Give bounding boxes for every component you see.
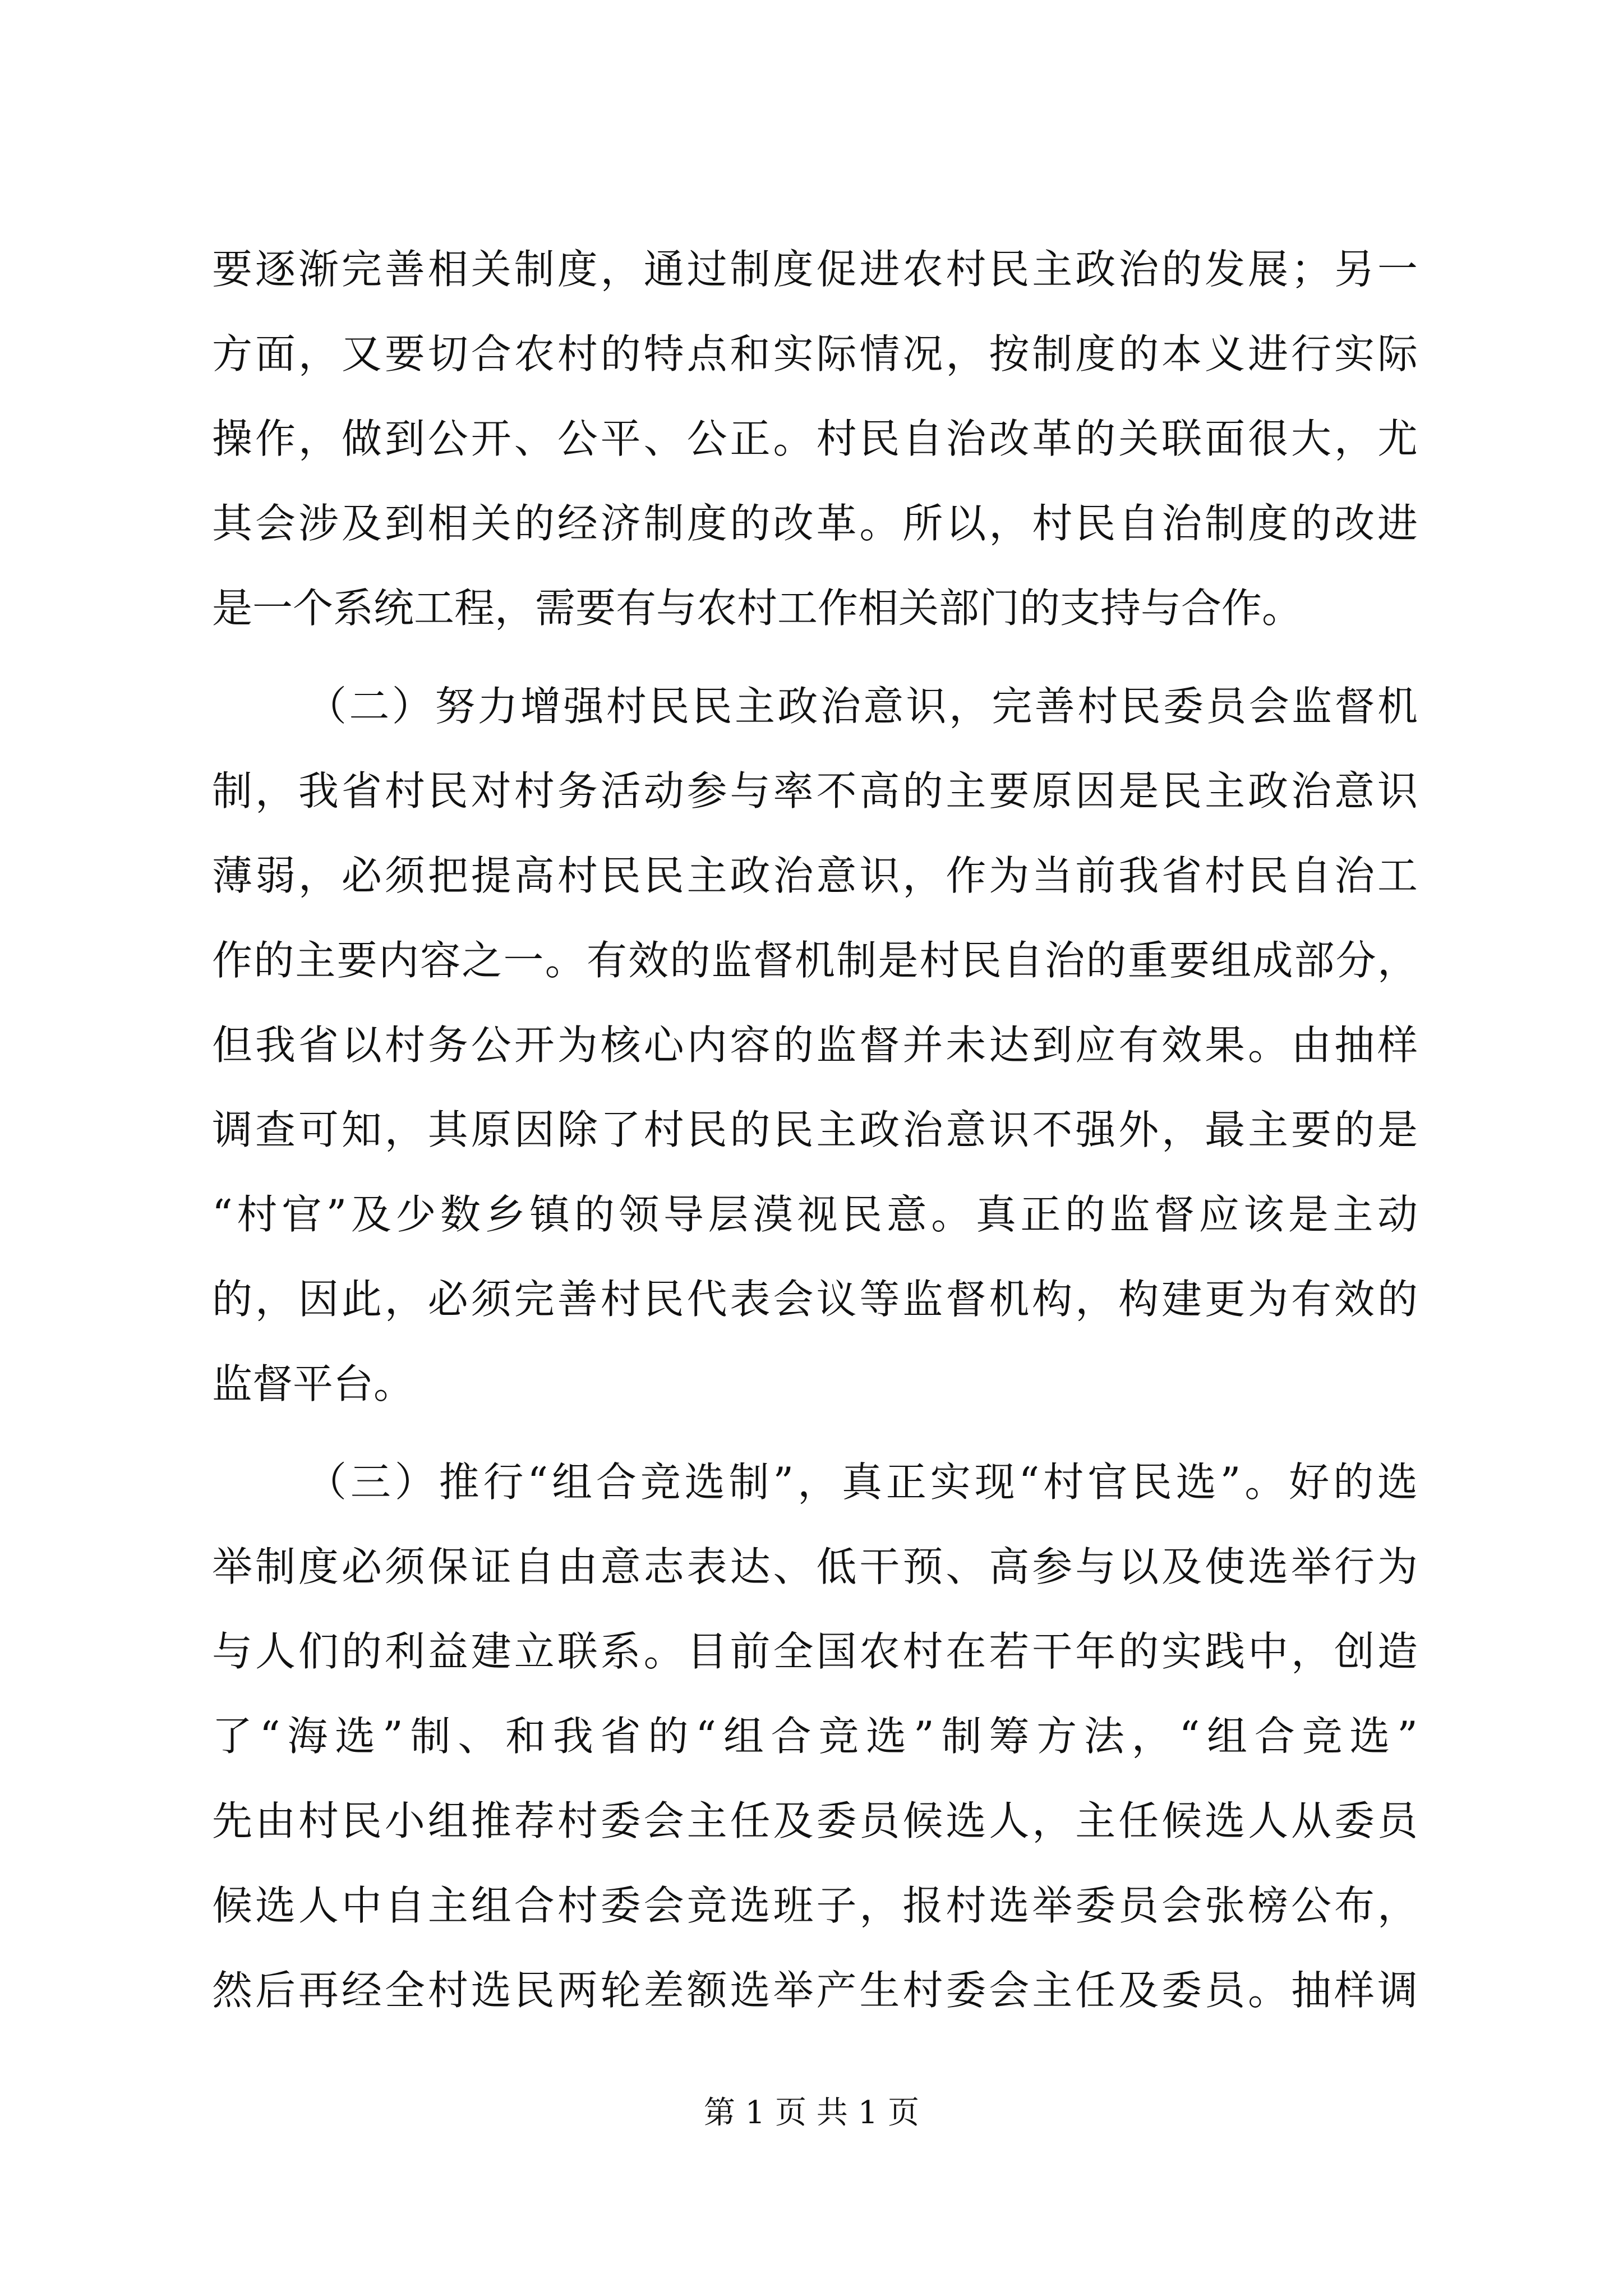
text-line: 制，我省村民对村务活动参与率不高的主要原因是民主政治意识 bbox=[212, 767, 1418, 815]
text-line: 举制度必须保证自由意志表达、低干预、高参与以及使选举行为 bbox=[212, 1543, 1418, 1590]
text-line: 但我省以村务公开为核心内容的监督并未达到应有效果。由抽样 bbox=[212, 1022, 1418, 1069]
paragraph-2-first-line: （二）努力增强村民民主政治意识，完善村民委员会监督机 bbox=[306, 683, 1418, 730]
text-line: 了“海选”制、和我省的“组合竞选”制筹方法，“组合竞选” bbox=[212, 1713, 1418, 1760]
text-line: 作的主要内容之一。有效的监督机制是村民自治的重要组成部分， bbox=[212, 937, 1418, 984]
text-line: 其会涉及到相关的经济制度的改革。所以，村民自治制度的改进 bbox=[212, 500, 1418, 547]
text-line: 与人们的利益建立联系。目前全国农村在若干年的实践中，创造 bbox=[212, 1628, 1418, 1675]
text-line: 是一个系统工程，需要有与农村工作相关部门的支持与合作。 bbox=[212, 585, 1303, 632]
text-line: 方面，又要切合农村的特点和实际情况，按制度的本义进行实际 bbox=[212, 330, 1418, 378]
paragraph-3-first-line: （三）推行“组合竞选制”，真正实现“村官民选”。好的选 bbox=[306, 1458, 1418, 1506]
text-line: 候选人中自主组合村委会竞选班子，报村选举委员会张榜公布， bbox=[212, 1882, 1418, 1929]
text-line: “村官”及少数乡镇的领导层漠视民意。真正的监督应该是主动 bbox=[212, 1191, 1418, 1238]
text-line: 操作，做到公开、公平、公正。村民自治改革的关联面很大，尤 bbox=[212, 415, 1418, 462]
text-line: 薄弱，必须把提高村民民主政治意识，作为当前我省村民自治工 bbox=[212, 852, 1418, 899]
page-number-footer: 第 1 页 共 1 页 bbox=[703, 2095, 920, 2131]
text-line: 要逐渐完善相关制度，通过制度促进农村民主政治的发展；另一 bbox=[212, 246, 1418, 293]
text-line: 的，因此，必须完善村民代表会议等监督机构，构建更为有效的 bbox=[212, 1276, 1418, 1323]
text-line: 调查可知，其原因除了村民的民主政治意识不强外，最主要的是 bbox=[212, 1106, 1418, 1153]
text-line: 监督平台。 bbox=[212, 1360, 414, 1407]
text-line: 先由村民小组推荐村委会主任及委员候选人，主任候选人从委员 bbox=[212, 1797, 1418, 1844]
text-line: 然后再经全村选民两轮差额选举产生村委会主任及委员。抽样调 bbox=[212, 1967, 1418, 2014]
